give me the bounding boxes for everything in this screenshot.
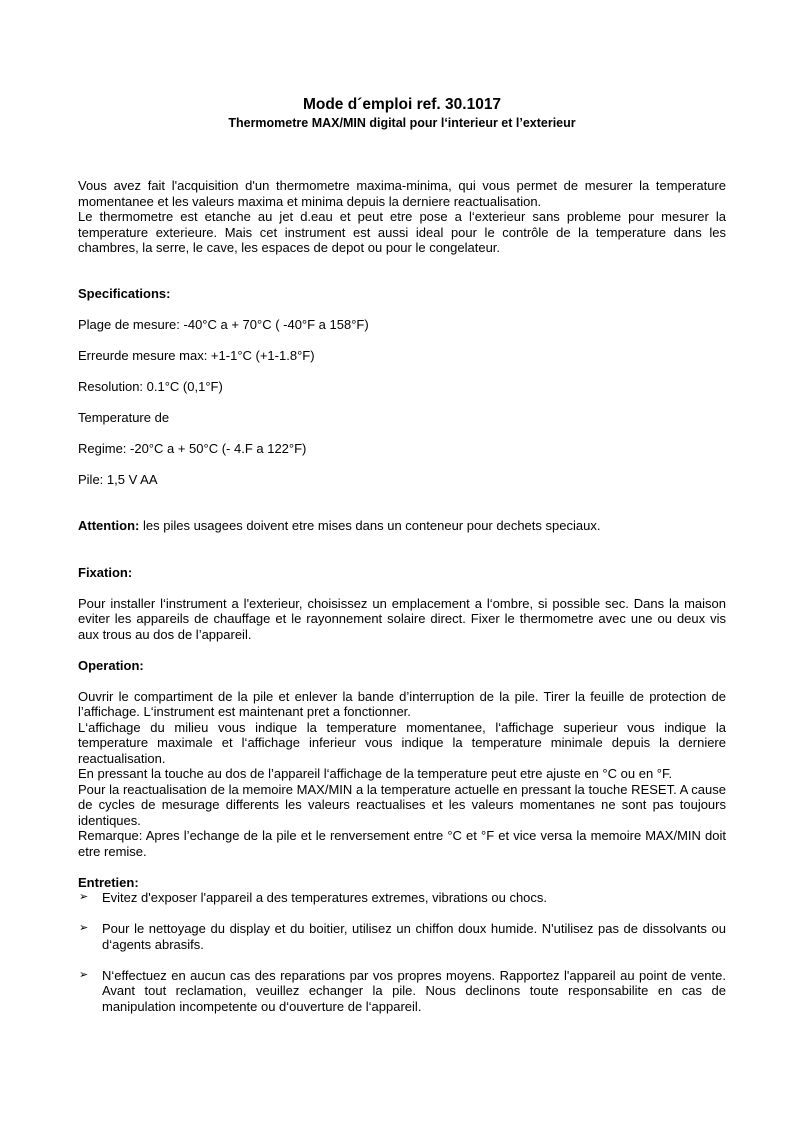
operation-paragraph: En pressant la touche au dos de l’appareil l‘affichage de la temperature peut etre ajuste en °C ou en °F. (78, 766, 673, 781)
attention-note (78, 518, 726, 534)
intro-section (78, 178, 726, 256)
list-item-text: Pour le nettoyage du display et du boitier, utilisez un chiffon doux humide. N'utilisez pas de dissolvants ou d‘agents abrasifs. (102, 921, 726, 952)
operation-paragraph: L‘affichage du milieu vous indique la temperature momentanee, l‘affichage superieur vous indique la temperature maximale et l‘affichage inferieur vous indique la temperature minimale depuis la derniere reactualisation. (78, 719, 726, 766)
list-item-text: N‘effectuez en aucun cas des reparations par vos propres moyens. Rapportez l'appareil au point de vente. Avant tout reclamation, veuillez echanger la pile. Nous declinons toute responsabilite en cas de manipulation incompetente ou d‘ouverture de l‘appareil. (102, 967, 726, 1014)
intro-paragraph: Le thermometre est etanche au jet d.eau et peut etre pose a l‘exterieur sans probleme pour mesurer la temperature exterieure. Mais cet instrument est aussi ideal pour le contrôle de la temperature dans les chambres, la serre, le cave, les espaces de depot ou pour le congelateur. (78, 209, 726, 255)
arrow-bullet-icon: ➢ (79, 891, 89, 903)
specifications-heading: Specifications: (78, 285, 171, 301)
document-title: Mode d´emploi ref. 30.1017 (302, 96, 502, 113)
list-item-text: Evitez d'exposer l'appareil a des temperatures extremes, vibrations ou chocs. (102, 890, 548, 905)
operation-heading: Operation: (78, 657, 144, 673)
list-item (78, 890, 726, 906)
list-item (78, 968, 726, 1015)
spec-resolution: Resolution: 0.1°C (0,1°F) (78, 378, 223, 394)
arrow-bullet-icon: ➢ (79, 922, 89, 934)
entretien-list (78, 890, 726, 1014)
operation-paragraph: Pour la reactualisation de la memoire MAX/MIN a la temperature actuelle en pressant la touche RESET. A cause de cycles de mesurage differents les valeurs reactualises et les valeurs momentanes ne sont pas toujours identiques. (78, 781, 726, 828)
list-item (78, 921, 726, 952)
spec-battery: Pile: 1,5 V AA (78, 471, 158, 487)
spec-measure-range: Plage de mesure: -40°C a + 70°C ( -40°F a 158°F) (78, 316, 369, 332)
spec-temperature-label: Temperature de (78, 409, 170, 425)
manual-content (78, 96, 726, 1014)
attention-text: les piles usagees doivent etre mises dans un conteneur pour dechets speciaux. (139, 518, 601, 533)
fixation-heading: Fixation: (78, 564, 133, 580)
entretien-heading: Entretien: (78, 874, 139, 890)
document-subtitle: Thermometre MAX/MIN digital pour l‘interieur et l’exterieur (228, 116, 576, 130)
operation-section (78, 689, 726, 860)
spec-regime: Regime: -20°C a + 50°C (- 4.F a 122°F) (78, 440, 307, 456)
operation-paragraph: Ouvrir le compartiment de la pile et enlever la bande d’interruption de la pile. Tirer la feuille de protection de l’affichage. L‘instrument est maintenant pret a fonctionner. (78, 688, 726, 719)
attention-label: Attention: (78, 518, 140, 533)
fixation-text: Pour installer l‘instrument a l'exterieur, choisissez un emplacement a l‘ombre, si possible sec. Dans la maison eviter les appareils de chauffage et le rayonnement solaire direct. Fixer le thermometre avec une ou deux vis aux trous au dos de l’appareil. (78, 595, 726, 642)
operation-paragraph: Remarque: Apres l’echange de la pile et le renversement entre °C et °F et vice versa la memoire MAX/MIN doit etre remise. (78, 828, 726, 859)
intro-paragraph: Vous avez fait l'acquisition d'un thermometre maxima-minima, qui vous permet de mesurer la temperature momentanee et les valeurs maxima et minima depuis la derniere reactualisation. (78, 178, 726, 209)
spec-max-error: Erreurde mesure max: +1-1°C (+1-1.8°F) (78, 347, 315, 363)
arrow-bullet-icon: ➢ (79, 968, 89, 981)
